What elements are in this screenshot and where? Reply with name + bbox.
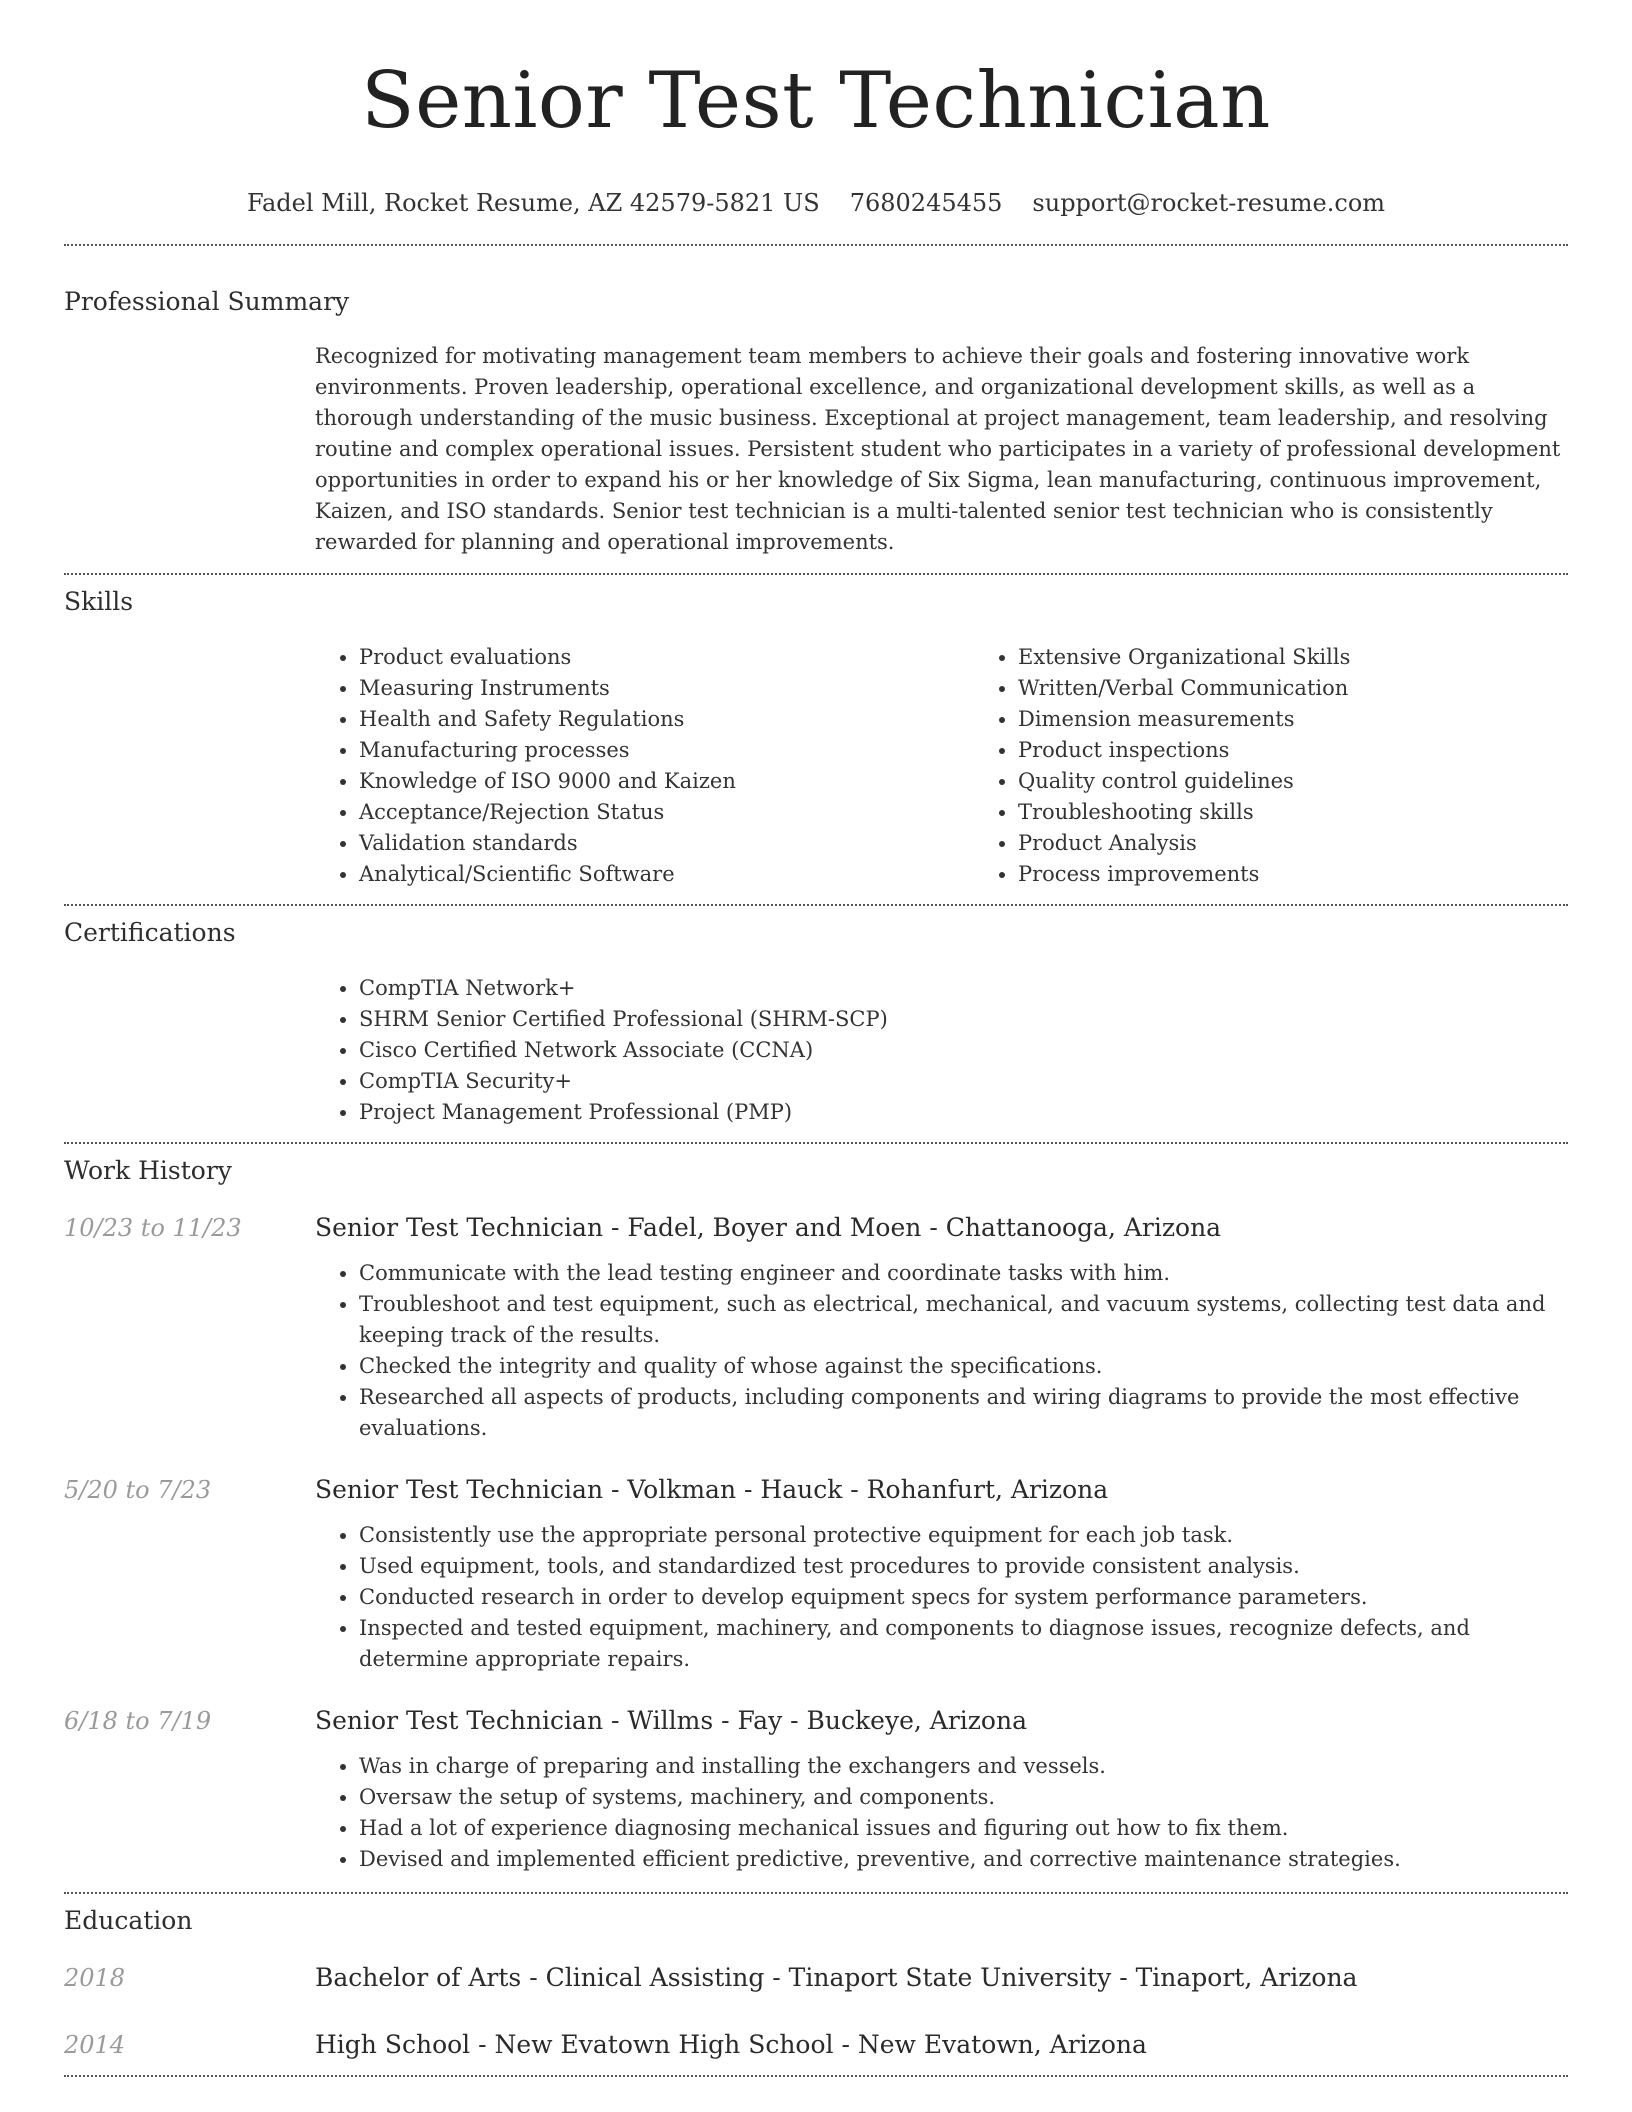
skill-item: • Analytical/Scientific Software (359, 859, 974, 890)
skill-item: • Written/Verbal Communication (1018, 673, 1350, 704)
education-heading: Bachelor of Arts - Clinical Assisting - Tinaport State University - Tinaport, Arizona (315, 1963, 1358, 1992)
education-entry (64, 2029, 1568, 2061)
job-bullet: • Devised and implemented efficient predictive, preventive, and corrective maintenance strategies. (359, 1844, 1568, 1875)
skill-item: • Product inspections (1018, 735, 1350, 766)
skill-item: • Health and Safety Regulations (359, 704, 974, 735)
job-dates: 6/18 to 7/19 (64, 1707, 212, 1735)
section-divider (64, 2075, 1568, 2077)
certifications-list (315, 973, 1568, 1128)
skill-item: • Validation standards (359, 828, 974, 859)
skill-item: • Extensive Organizational Skills (1018, 642, 1350, 673)
contact-address: Fadel Mill, Rocket Resume, AZ 42579-5821 US (246, 189, 820, 217)
job-entry (64, 1705, 1568, 1875)
job-header (64, 1474, 1568, 1506)
job-heading: Senior Test Technician - Volkman - Hauck - Rohanfurt, Arizona (315, 1475, 1109, 1504)
job-bullet: • Consistently use the appropriate personal protective equipment for each job task. (359, 1520, 1568, 1551)
skill-item: • Process improvements (1018, 859, 1350, 890)
education-entry (64, 1962, 1568, 1994)
job-entry (64, 1212, 1568, 1444)
job-details (315, 1751, 1568, 1875)
section-title-education: Education (64, 1906, 193, 1935)
summary-body (315, 341, 1568, 558)
job-heading: Senior Test Technician - Fadel, Boyer and Moen - Chattanooga, Arizona (315, 1213, 1222, 1242)
certification-item: • CompTIA Security+ (359, 1066, 1568, 1097)
skills-grid (315, 642, 1568, 890)
section-title-skills: Skills (64, 587, 134, 616)
skill-item: • Dimension measurements (1018, 704, 1350, 735)
section-title-summary: Professional Summary (64, 287, 350, 316)
job-bullet: • Checked the integrity and quality of whose against the specifications. (359, 1351, 1568, 1382)
certification-item: • CompTIA Network+ (359, 973, 1568, 1004)
job-bullet: • Inspected and tested equipment, machinery, and components to diagnose issues, recognize defects, and determine appropriate repairs. (359, 1613, 1568, 1675)
skill-item: • Acceptance/Rejection Status (359, 797, 974, 828)
contact-phone: 7680245455 (849, 189, 1003, 217)
education-year: 2014 (64, 2031, 126, 2059)
job-header (64, 1212, 1568, 1244)
job-bullet: • Used equipment, tools, and standardized test procedures to provide consistent analysis. (359, 1551, 1568, 1582)
job-bullets (315, 1258, 1568, 1444)
work-history-section (64, 1144, 1568, 1892)
skills-section (64, 575, 1568, 904)
skill-item: • Knowledge of ISO 9000 and Kaizen (359, 766, 974, 797)
certification-item: • Project Management Professional (PMP) (359, 1097, 1568, 1128)
education-heading: High School - New Evatown High School - New Evatown, Arizona (315, 2030, 1147, 2059)
section-title-certifications: Certifications (64, 918, 236, 947)
job-bullet: • Was in charge of preparing and installing the exchangers and vessels. (359, 1751, 1568, 1782)
contact-line (64, 188, 1568, 218)
job-details (315, 1258, 1568, 1444)
job-heading: Senior Test Technician - Willms - Fay - Buckeye, Arizona (315, 1706, 1027, 1735)
skill-item: • Troubleshooting skills (1018, 797, 1350, 828)
skill-item: • Manufacturing processes (359, 735, 974, 766)
job-header (64, 1705, 1568, 1737)
skill-item: • Measuring Instruments (359, 673, 974, 704)
job-bullet: • Communicate with the lead testing engineer and coordinate tasks with him. (359, 1258, 1568, 1289)
skills-list-right (974, 642, 1350, 890)
education-section (64, 1894, 1568, 2075)
skill-item: • Product Analysis (1018, 828, 1350, 859)
job-bullets (315, 1520, 1568, 1675)
job-bullet: • Had a lot of experience diagnosing mechanical issues and figuring out how to fix them. (359, 1813, 1568, 1844)
skill-item: • Product evaluations (359, 642, 974, 673)
job-details (315, 1520, 1568, 1675)
certification-item: • Cisco Certified Network Associate (CCNA) (359, 1035, 1568, 1066)
job-entry (64, 1474, 1568, 1675)
certifications-section (64, 906, 1568, 1142)
section-title-work-history: Work History (64, 1156, 232, 1185)
job-dates: 5/20 to 7/23 (64, 1476, 212, 1504)
job-bullet: • Oversaw the setup of systems, machinery, and components. (359, 1782, 1568, 1813)
job-dates: 10/23 to 11/23 (64, 1214, 242, 1242)
resume-name: Senior Test Technician (361, 56, 1271, 146)
education-year: 2018 (64, 1964, 126, 1992)
job-bullet: • Researched all aspects of products, including components and wiring diagrams to provide the most effective evaluations. (359, 1382, 1568, 1444)
job-bullet: • Conducted research in order to develop equipment specs for system performance parameters. (359, 1582, 1568, 1613)
job-bullet: • Troubleshoot and test equipment, such as electrical, mechanical, and vacuum systems, collecting test data and keeping track of the results. (359, 1289, 1568, 1351)
certifications-body (315, 973, 1568, 1128)
skills-list-left (315, 642, 974, 890)
contact-email: support@rocket-resume.com (1032, 189, 1386, 217)
summary-text: Recognized for motivating management team members to achieve their goals and fostering innovative work environments. Proven leadership, operational excellence, and organizational development skills, as well as a thorough understanding of the music business. Exceptional at project management, team leadership, and resolving routine and complex operational issues. Persistent student who participates in a variety of professional development opportunities in order to expand his or her knowledge of Six Sigma, lean manufacturing, continuous improvement, Kaizen, and ISO standards. Senior test technician is a multi-talented senior test technician who is consistently rewarded for planning and operational improvements. (315, 344, 1561, 554)
skill-item: • Quality control guidelines (1018, 766, 1350, 797)
job-bullets (315, 1751, 1568, 1875)
summary-section (64, 246, 1568, 573)
certification-item: • SHRM Senior Certified Professional (SHRM-SCP) (359, 1004, 1568, 1035)
